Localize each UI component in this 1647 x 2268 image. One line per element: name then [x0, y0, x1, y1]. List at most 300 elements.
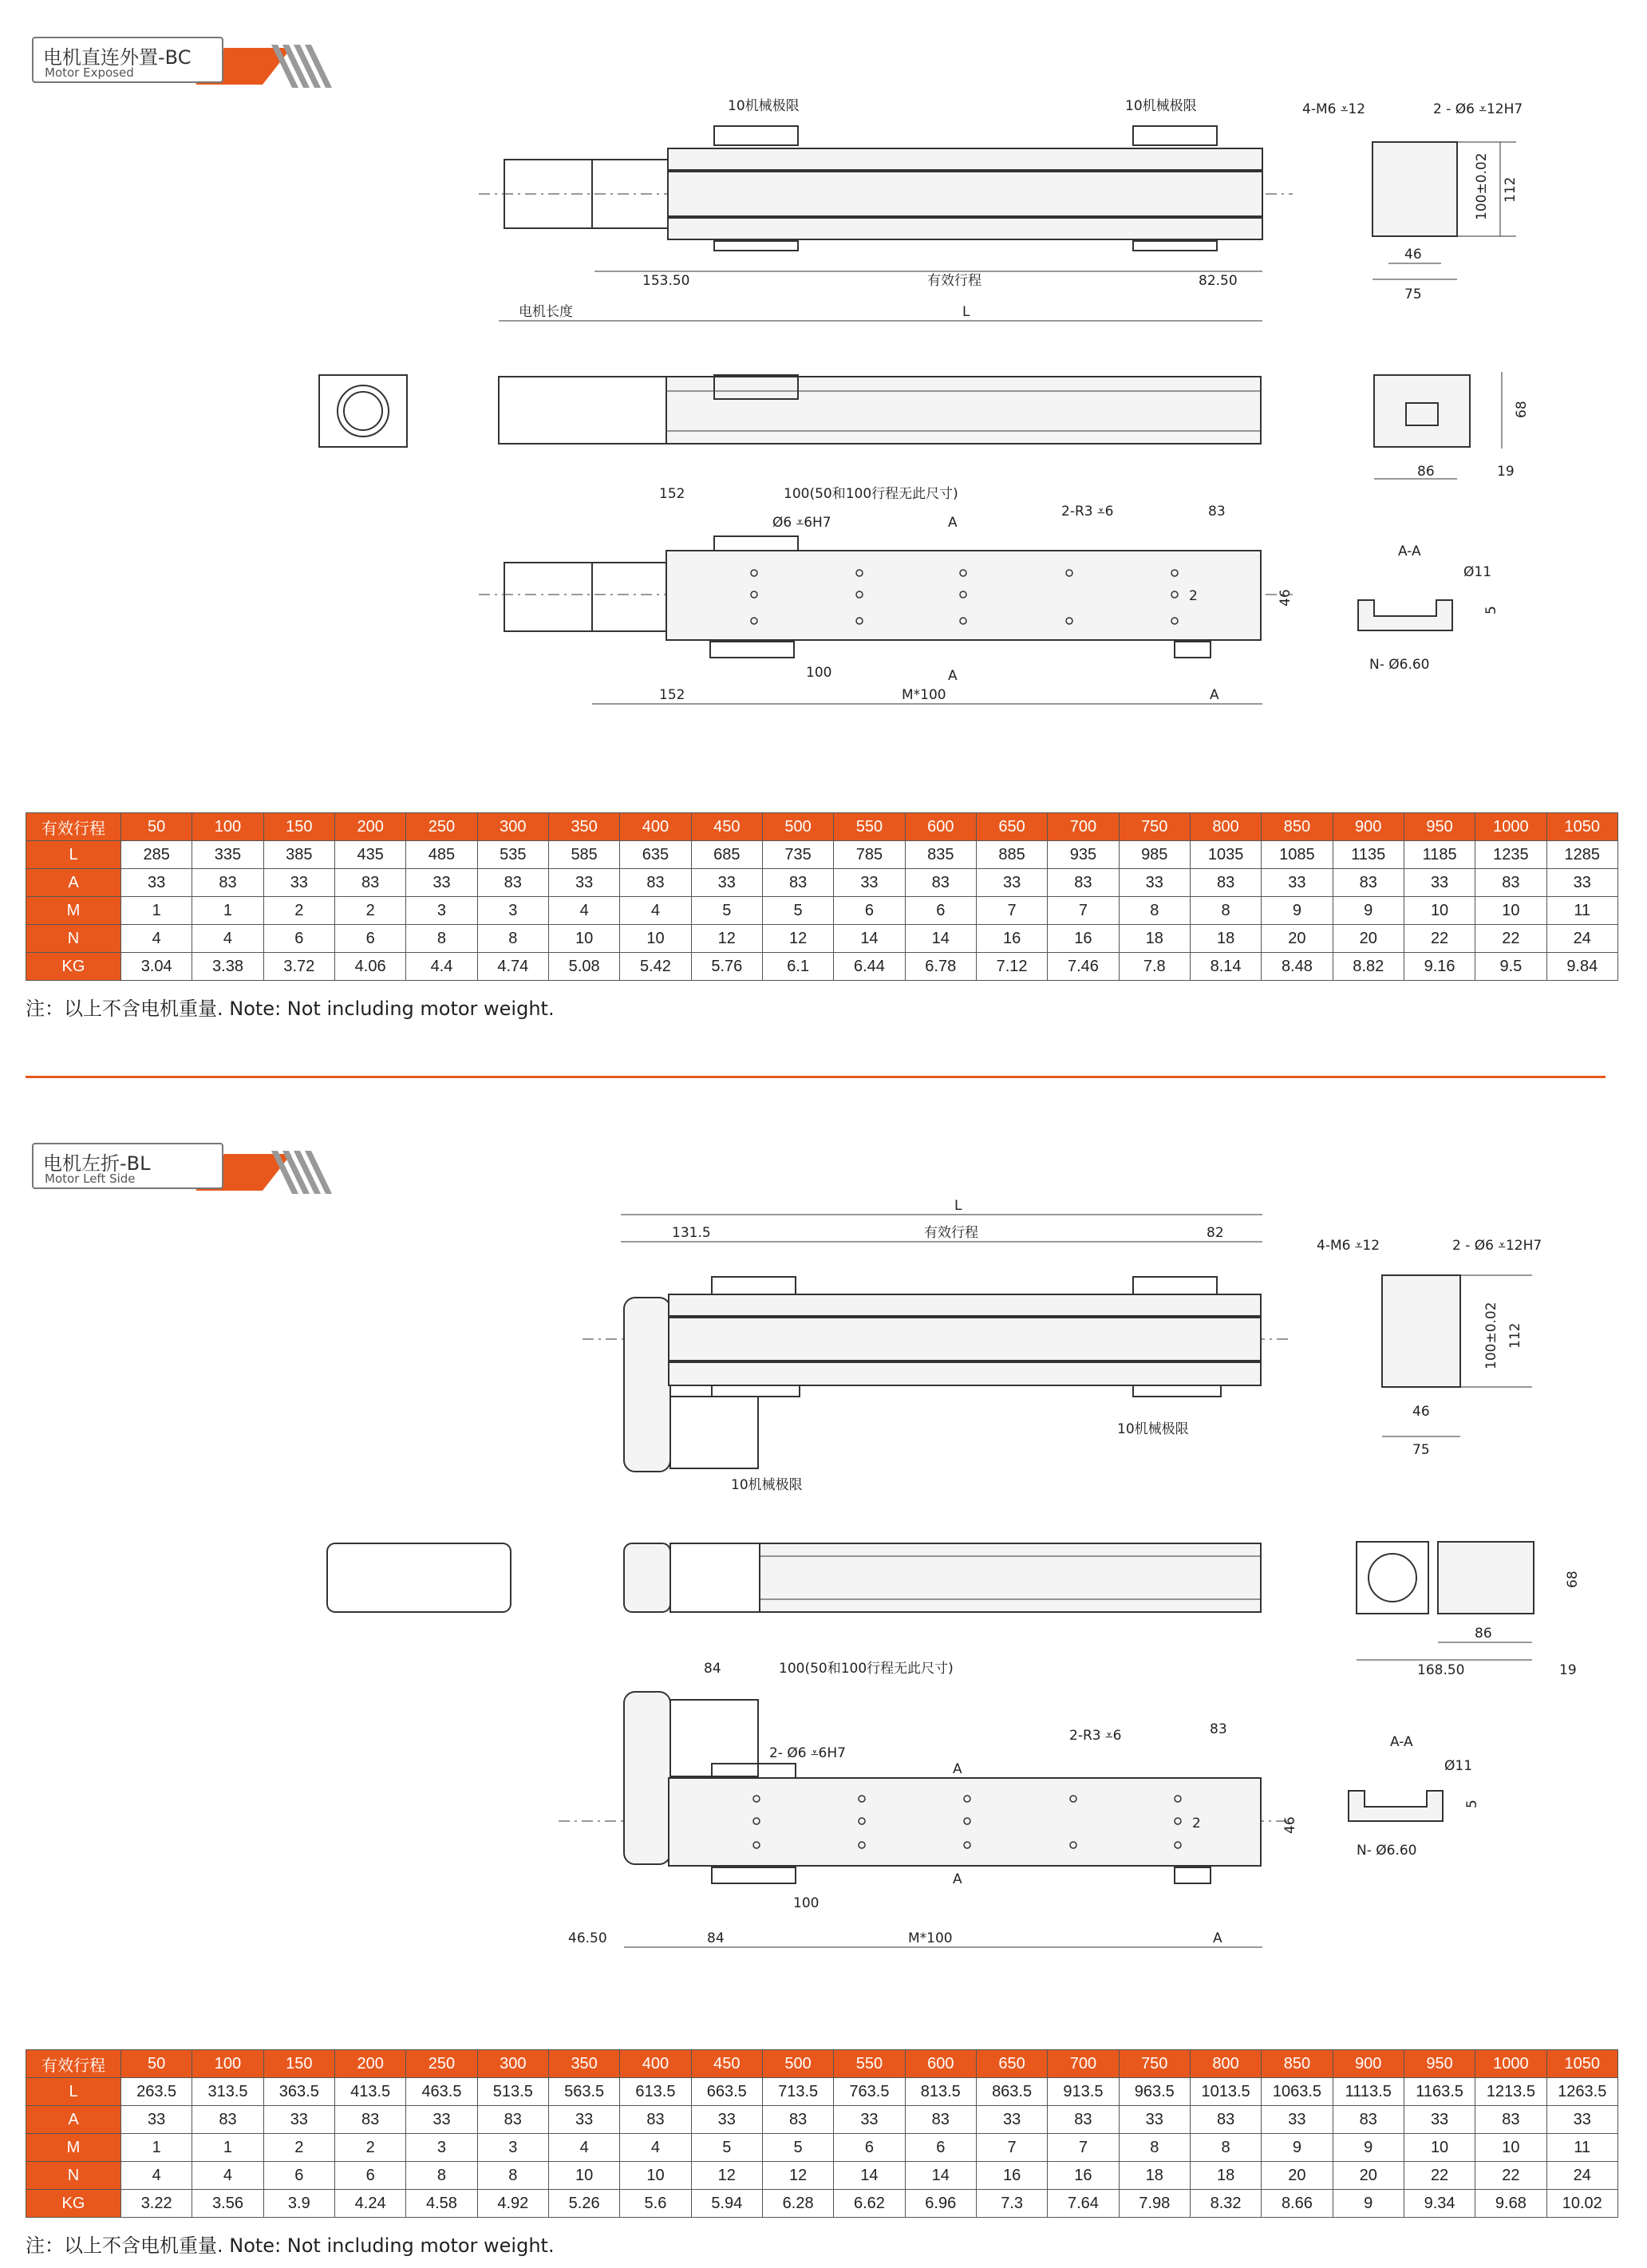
dim-100-tol: 100±0.02: [1474, 152, 1490, 220]
table-cell: 33: [976, 2106, 1047, 2134]
table-cell: 7: [976, 2134, 1047, 2162]
table-cell: 33: [691, 869, 762, 897]
table-cell: 6.96: [905, 2190, 976, 2218]
label-aa: A-A: [1390, 1734, 1413, 1750]
table-cell: 14: [905, 2162, 976, 2190]
table-cell: 1185: [1404, 841, 1475, 869]
table-cell: 6: [263, 2162, 334, 2190]
table-cell: 735: [762, 841, 833, 869]
table-cell: 6: [334, 2162, 405, 2190]
table-cell: 6: [834, 2134, 905, 2162]
stroke-header: 700: [1048, 2050, 1119, 2078]
dim-5: 5: [1464, 1800, 1480, 1808]
table-cell: 83: [192, 2106, 263, 2134]
table-cell: 10: [1404, 897, 1475, 925]
table-cell: 24: [1546, 2162, 1617, 2190]
table-cell: 4: [548, 2134, 619, 2162]
table-cell: 33: [691, 2106, 762, 2134]
table-body-bc: [26, 841, 1618, 981]
dim-pitch-note: 100(50和100行程无此尺寸): [784, 486, 958, 502]
dim-m100: M*100: [908, 1930, 953, 1946]
table-cell: 6.28: [762, 2190, 833, 2218]
dim-11: Ø11: [1444, 1758, 1473, 1774]
table-cell: 5.26: [548, 2190, 619, 2218]
table-cell: 5.42: [620, 953, 691, 981]
stroke-header: 300: [477, 813, 548, 841]
table-cell: 3.9: [263, 2190, 334, 2218]
table-cell: 6: [334, 925, 405, 953]
table-cell: 33: [406, 2106, 477, 2134]
stroke-header: 300: [477, 2050, 548, 2078]
table-row: [26, 841, 1618, 869]
table-cell: 1163.5: [1404, 2078, 1475, 2106]
table-cell: 1213.5: [1475, 2078, 1546, 2106]
dim-46: 46: [1412, 1404, 1430, 1420]
table-cell: 4: [620, 2134, 691, 2162]
table-cell: 8.82: [1333, 953, 1404, 981]
table-cell: 313.5: [192, 2078, 263, 2106]
table-cell: 10: [1404, 2134, 1475, 2162]
table-cell: 885: [976, 841, 1047, 869]
dim-19: 19: [1497, 464, 1515, 480]
drawing-bc: [0, 88, 1647, 718]
section-aa: [1358, 600, 1452, 630]
table-cell: 83: [762, 869, 833, 897]
label-mech-limit-right: 10机械极限: [1125, 98, 1197, 114]
table-cell: 33: [976, 869, 1047, 897]
table-cell: 11: [1546, 2134, 1617, 2162]
section-mark-a-bottom: A: [953, 1871, 962, 1887]
table-cell: 913.5: [1048, 2078, 1119, 2106]
table-cell: 7: [1048, 897, 1119, 925]
table-cell: 83: [1190, 2106, 1261, 2134]
section-subtitle: Motor Exposed: [45, 65, 134, 80]
tag-stripes: [271, 45, 343, 88]
row-label: L: [26, 841, 121, 869]
stroke-header: 100: [192, 813, 263, 841]
bottom-view-bl: [559, 1692, 1293, 1883]
row-label: KG: [26, 2190, 121, 2218]
table-cell: 16: [976, 925, 1047, 953]
dim-5: 5: [1483, 606, 1499, 614]
stroke-header: 400: [620, 2050, 691, 2078]
table-cell: 9.34: [1404, 2190, 1475, 2218]
table-cell: 5.94: [691, 2190, 762, 2218]
table-cell: 33: [1404, 869, 1475, 897]
section-mark-a-bottom: A: [948, 668, 958, 684]
row-label: A: [26, 2106, 121, 2134]
table-cell: 863.5: [976, 2078, 1047, 2106]
stroke-header: 50: [121, 2050, 192, 2078]
table-cell: 5: [691, 897, 762, 925]
dim-84-top: 84: [704, 1661, 721, 1677]
table-cell: 613.5: [620, 2078, 691, 2106]
row-label: KG: [26, 953, 121, 981]
table-cell: 363.5: [263, 2078, 334, 2106]
dim-pitch-note: 100(50和100行程无此尺寸): [779, 1661, 954, 1677]
side-view-bl: [327, 1543, 1261, 1612]
table-cell: 83: [1333, 2106, 1404, 2134]
table-cell: 12: [691, 2162, 762, 2190]
table-cell: 20: [1333, 925, 1404, 953]
table-row: [26, 2134, 1618, 2162]
table-cell: 8: [1119, 2134, 1190, 2162]
table-cell: 713.5: [762, 2078, 833, 2106]
table-cell: 3: [477, 2134, 548, 2162]
table-cell: 7: [976, 897, 1047, 925]
table-cell: 413.5: [334, 2078, 405, 2106]
table-cell: 1085: [1262, 841, 1333, 869]
tag-stripes: [271, 1151, 343, 1194]
dim-46-50: 46.50: [568, 1930, 607, 1946]
table-cell: 24: [1546, 925, 1617, 953]
table-cell: 7: [1048, 2134, 1119, 2162]
table-cell: 8: [477, 925, 548, 953]
stroke-header: 900: [1333, 813, 1404, 841]
table-cell: 16: [976, 2162, 1047, 2190]
stroke-header: 250: [406, 2050, 477, 2078]
row-label: L: [26, 2078, 121, 2106]
table-cell: 9.68: [1475, 2190, 1546, 2218]
table-cell: 22: [1404, 925, 1475, 953]
table-cell: 6.1: [762, 953, 833, 981]
table-cell: 835: [905, 841, 976, 869]
table-cell: 33: [834, 869, 905, 897]
dim-r3: 2-R3 ⩡6: [1061, 504, 1114, 520]
table-row: [26, 953, 1618, 981]
table-cell: 285: [121, 841, 192, 869]
section-aa-bl: [1349, 1791, 1443, 1821]
stroke-header: 600: [905, 2050, 976, 2078]
dim-19: 19: [1559, 1662, 1577, 1678]
table-cell: 4.4: [406, 953, 477, 981]
dim-a: A: [1213, 1930, 1222, 1946]
table-cell: 20: [1262, 925, 1333, 953]
table-cell: 1: [192, 897, 263, 925]
table-cell: 33: [263, 2106, 334, 2134]
table-cell: 9.16: [1404, 953, 1475, 981]
table-row: [26, 2162, 1618, 2190]
dim-m6: 4-M6 ⩡12: [1317, 1238, 1380, 1254]
table-cell: 7.3: [976, 2190, 1047, 2218]
stroke-header: 50: [121, 813, 192, 841]
table-cell: 335: [192, 841, 263, 869]
table-cell: 83: [762, 2106, 833, 2134]
table-header-label: 有效行程: [26, 813, 121, 841]
table-cell: 563.5: [548, 2078, 619, 2106]
table-cell: 4: [192, 925, 263, 953]
table-cell: 83: [477, 869, 548, 897]
table-cell: 6: [834, 897, 905, 925]
table-cell: 3: [406, 897, 477, 925]
table-cell: 2: [263, 2134, 334, 2162]
drawing-bl-svg: [0, 1197, 1647, 1963]
table-cell: 1263.5: [1546, 2078, 1617, 2106]
stroke-header: 850: [1262, 2050, 1333, 2078]
table-row: [26, 925, 1618, 953]
table-cell: 18: [1119, 925, 1190, 953]
label-aa: A-A: [1398, 543, 1421, 559]
table-cell: 513.5: [477, 2078, 548, 2106]
table-cell: 33: [263, 869, 334, 897]
dim-68: 68: [1565, 1571, 1581, 1588]
table-cell: 8: [1190, 2134, 1261, 2162]
table-cell: 33: [121, 869, 192, 897]
row-label: N: [26, 2162, 121, 2190]
tag-box: [32, 37, 223, 83]
table-cell: 3.72: [263, 953, 334, 981]
table-cell: 9: [1262, 2134, 1333, 2162]
stroke-header: 150: [263, 813, 334, 841]
table-cell: 16: [1048, 2162, 1119, 2190]
table-cell: 8: [406, 925, 477, 953]
label-mech-limit-left: 10机械极限: [728, 98, 800, 114]
spec-table-bc: [26, 812, 1618, 981]
table-cell: 22: [1475, 925, 1546, 953]
table-cell: 4: [548, 897, 619, 925]
table-header-row: [26, 2050, 1618, 2078]
table-row: [26, 897, 1618, 925]
stroke-header: 750: [1119, 813, 1190, 841]
dim-86: 86: [1417, 464, 1435, 480]
stroke-header: 400: [620, 813, 691, 841]
table-cell: 3: [477, 897, 548, 925]
stroke-header: 450: [691, 813, 762, 841]
end-view-top-bl: [1382, 1275, 1532, 1436]
table-cell: 11: [1546, 897, 1617, 925]
table-cell: 33: [1546, 869, 1617, 897]
table-cell: 1063.5: [1262, 2078, 1333, 2106]
table-cell: 33: [548, 869, 619, 897]
stroke-header: 350: [548, 813, 619, 841]
table-cell: 6: [263, 925, 334, 953]
stroke-header: 850: [1262, 813, 1333, 841]
table-cell: 8: [406, 2162, 477, 2190]
dim-83: 83: [1208, 504, 1226, 520]
dim-100-pitch: 100: [793, 1895, 820, 1911]
table-cell: 3.56: [192, 2190, 263, 2218]
dim-two: 2: [1189, 588, 1198, 604]
table-cell: 10: [1475, 897, 1546, 925]
dim-n660: N- Ø6.60: [1357, 1843, 1417, 1859]
dim-hole-6h7: 2- Ø6 ⩡6H7: [769, 1745, 846, 1761]
stroke-header: 550: [834, 813, 905, 841]
table-cell: 963.5: [1119, 2078, 1190, 2106]
table-cell: 8: [1190, 897, 1261, 925]
side-view: [319, 375, 1261, 447]
table-cell: 83: [1190, 869, 1261, 897]
table-header-label: 有效行程: [26, 2050, 121, 2078]
table-cell: 8.32: [1190, 2190, 1261, 2218]
table-cell: 83: [192, 869, 263, 897]
dim-n660: N- Ø6.60: [1369, 657, 1430, 673]
dim-m6: 4-M6 ⩡12: [1302, 101, 1366, 117]
table-cell: 7.98: [1119, 2190, 1190, 2218]
stroke-header: 550: [834, 2050, 905, 2078]
stroke-header: 1050: [1546, 813, 1617, 841]
stroke-header: 900: [1333, 2050, 1404, 2078]
table-cell: 33: [1546, 2106, 1617, 2134]
table-cell: 9: [1333, 2134, 1404, 2162]
table-header-row: [26, 813, 1618, 841]
dim-100-pitch: 100: [806, 665, 832, 681]
table-cell: 1113.5: [1333, 2078, 1404, 2106]
note-bc: 注：以上不含电机重量. Note: Not including motor weight.: [26, 998, 555, 1020]
table-row: [26, 2106, 1618, 2134]
label-mech-limit-left: 10机械极限: [731, 1477, 803, 1493]
table-row: [26, 2078, 1618, 2106]
dim-152-bottom: 152: [659, 687, 685, 703]
stroke-header: 1000: [1475, 2050, 1546, 2078]
stroke-header: 950: [1404, 813, 1475, 841]
table-cell: 4: [192, 2162, 263, 2190]
dim-75: 75: [1412, 1442, 1430, 1458]
stroke-header: 500: [762, 2050, 833, 2078]
table-cell: 4.58: [406, 2190, 477, 2218]
end-view-mid: [1374, 372, 1502, 479]
table-cell: 7.64: [1048, 2190, 1119, 2218]
row-label: N: [26, 925, 121, 953]
table-cell: 12: [762, 925, 833, 953]
table-cell: 463.5: [406, 2078, 477, 2106]
dim-84-bottom: 84: [707, 1930, 725, 1946]
table-cell: 20: [1333, 2162, 1404, 2190]
table-cell: 1235: [1475, 841, 1546, 869]
dim-131-5: 131.5: [672, 1225, 711, 1241]
table-cell: 20: [1262, 2162, 1333, 2190]
stroke-header: 100: [192, 2050, 263, 2078]
table-cell: 33: [834, 2106, 905, 2134]
table-cell: 5.08: [548, 953, 619, 981]
row-label: M: [26, 2134, 121, 2162]
table-cell: 4.74: [477, 953, 548, 981]
table-cell: 585: [548, 841, 619, 869]
table-cell: 5.76: [691, 953, 762, 981]
stroke-header: 700: [1048, 813, 1119, 841]
table-cell: 4.92: [477, 2190, 548, 2218]
dim-a: A: [1210, 687, 1219, 703]
table-cell: 4: [620, 897, 691, 925]
table-cell: 83: [477, 2106, 548, 2134]
table-cell: 7.8: [1119, 953, 1190, 981]
table-cell: 33: [548, 2106, 619, 2134]
dim-75: 75: [1404, 286, 1422, 302]
table-cell: 6: [905, 2134, 976, 2162]
row-label: A: [26, 869, 121, 897]
dim-168-50: 168.50: [1417, 1662, 1465, 1678]
table-cell: 1: [121, 897, 192, 925]
table-cell: 5: [762, 2134, 833, 2162]
table-cell: 14: [905, 925, 976, 953]
stroke-header: 250: [406, 813, 477, 841]
section-divider: [26, 1076, 1606, 1078]
section-title: 电机左折-BL: [43, 1152, 151, 1175]
stroke-header: 1050: [1546, 2050, 1617, 2078]
note-bl: 注：以上不含电机重量. Note: Not including motor weight.: [26, 2234, 555, 2257]
table-cell: 5.6: [620, 2190, 691, 2218]
table-cell: 33: [121, 2106, 192, 2134]
label-mech-limit-right: 10机械极限: [1117, 1421, 1189, 1437]
row-label: M: [26, 897, 121, 925]
table-cell: 83: [620, 2106, 691, 2134]
table-cell: 1: [192, 2134, 263, 2162]
table-cell: 1135: [1333, 841, 1404, 869]
table-cell: 18: [1190, 925, 1261, 953]
dim-pin: 2 - Ø6 ⩡12H7: [1452, 1238, 1542, 1254]
table-cell: 1285: [1546, 841, 1617, 869]
dim-46: 46: [1404, 247, 1422, 263]
table-cell: 6.78: [905, 953, 976, 981]
table-cell: 635: [620, 841, 691, 869]
end-view-top: [1372, 142, 1516, 279]
table-cell: 6: [905, 897, 976, 925]
table-cell: 8.14: [1190, 953, 1261, 981]
table-cell: 813.5: [905, 2078, 976, 2106]
dim-82-50: 82.50: [1199, 273, 1238, 289]
table-cell: 2: [334, 897, 405, 925]
table-cell: 1: [121, 2134, 192, 2162]
stroke-header: 950: [1404, 2050, 1475, 2078]
table-cell: 33: [1404, 2106, 1475, 2134]
table-cell: 7.12: [976, 953, 1047, 981]
stroke-header: 150: [263, 2050, 334, 2078]
table-cell: 33: [406, 869, 477, 897]
table-cell: 763.5: [834, 2078, 905, 2106]
table-row: [26, 869, 1618, 897]
section-mark-a-top: A: [953, 1761, 962, 1777]
table-cell: 4: [121, 925, 192, 953]
table-cell: 3.38: [192, 953, 263, 981]
table-cell: 8: [1119, 897, 1190, 925]
stroke-header: 200: [334, 2050, 405, 2078]
table-cell: 9: [1333, 897, 1404, 925]
table-cell: 83: [905, 2106, 976, 2134]
stroke-header: 650: [976, 2050, 1047, 2078]
table-cell: 10: [1475, 2134, 1546, 2162]
table-cell: 10: [548, 925, 619, 953]
table-cell: 83: [1048, 2106, 1119, 2134]
table-cell: 1035: [1190, 841, 1261, 869]
table-cell: 7.46: [1048, 953, 1119, 981]
table-cell: 9: [1262, 897, 1333, 925]
stroke-header: 200: [334, 813, 405, 841]
table-cell: 10: [620, 925, 691, 953]
dim-112: 112: [1503, 176, 1519, 203]
stroke-header: 450: [691, 2050, 762, 2078]
dim-r3: 2-R3 ⩡6: [1069, 1728, 1122, 1744]
table-cell: 263.5: [121, 2078, 192, 2106]
table-cell: 985: [1119, 841, 1190, 869]
dim-112: 112: [1507, 1322, 1523, 1349]
table-cell: 83: [620, 869, 691, 897]
table-cell: 33: [1262, 2106, 1333, 2134]
drawing-bc-svg: [0, 88, 1647, 718]
table-cell: 18: [1190, 2162, 1261, 2190]
dim-83: 83: [1210, 1721, 1227, 1737]
table-cell: 16: [1048, 925, 1119, 953]
dim-motor-length: 电机长度: [519, 304, 573, 320]
table-cell: 385: [263, 841, 334, 869]
table-cell: 485: [406, 841, 477, 869]
table-cell: 12: [762, 2162, 833, 2190]
dim-100-tol: 100±0.02: [1483, 1302, 1499, 1369]
dim-m100: M*100: [902, 687, 946, 703]
table-cell: 83: [1048, 869, 1119, 897]
dim-L: L: [954, 1198, 962, 1214]
table-cell: 33: [1119, 2106, 1190, 2134]
table-cell: 3: [406, 2134, 477, 2162]
dim-pin: 2 - Ø6 ⩡12H7: [1433, 101, 1523, 117]
